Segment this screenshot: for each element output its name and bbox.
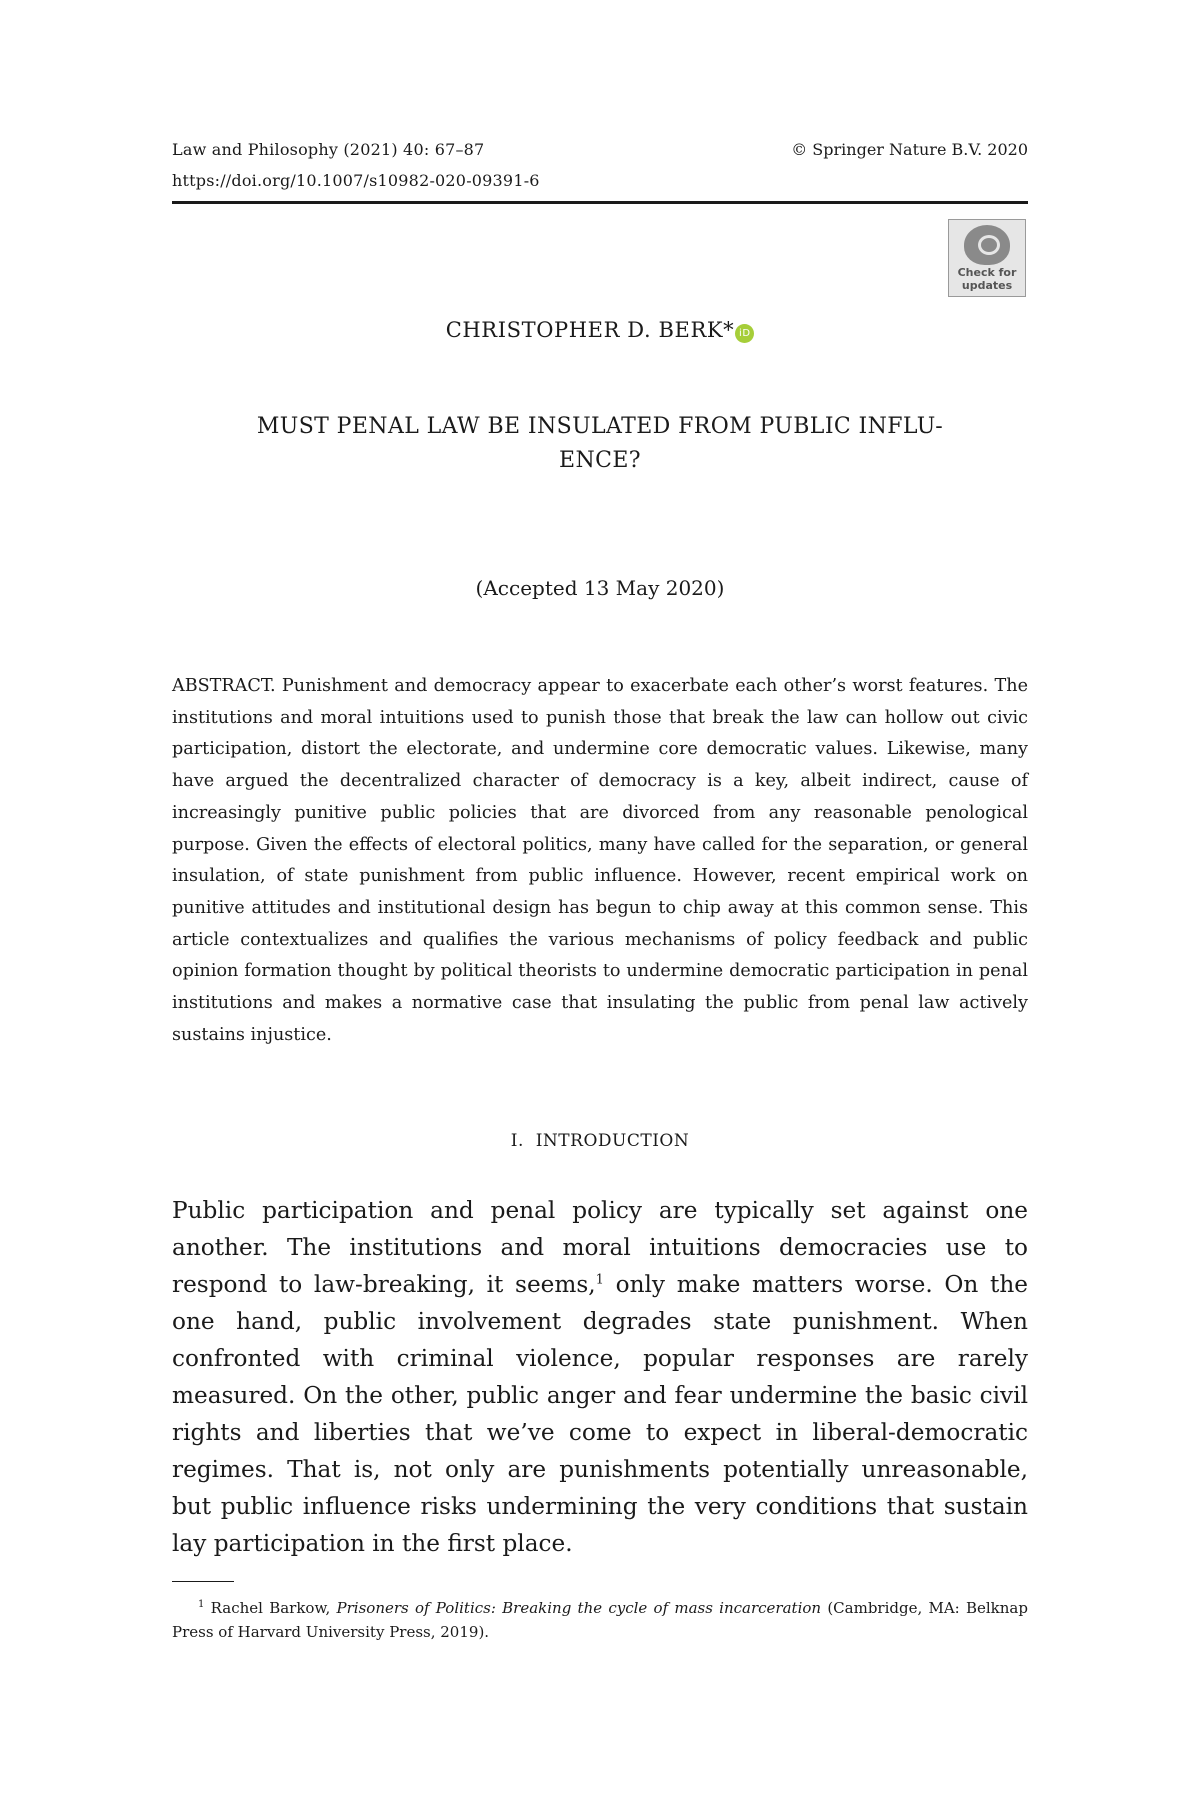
doi-link[interactable]: https://doi.org/10.1007/s10982-020-09391-6 (172, 171, 540, 190)
journal-citation: Law and Philosophy (2021) 40: 67–87 (172, 140, 485, 159)
article-title (172, 410, 1028, 478)
article-title-line-1: MUST PENAL LAW BE INSULATED FROM PUBLIC INFLU- (256, 414, 944, 439)
footnote (172, 1596, 1028, 1644)
check-for-updates-icon (964, 225, 1010, 265)
footnote-book-title: Prisoners of Politics: Breaking the cycle of mass incarceration (336, 1599, 822, 1617)
footnote-reference[interactable]: 1 (595, 1272, 604, 1288)
author-line (172, 318, 1028, 343)
body-text-part-1: Public participation and penal policy are typically set against one another. The institutions and moral intuitions democracies use to respond to law-breaking, it seems, (172, 1197, 1028, 1298)
author-name: CHRISTOPHER D. BERK* (445, 318, 735, 342)
abstract-text: Punishment and democracy appear to exacerbate each other’s worst features. The institutions and moral intuitions used to punish those that break the law can hollow out civic participation, distort the electorate, and undermine core democratic values. Likewise, many have argued the decentralized character of democracy is a key, albeit indirect, cause of increasingly punitive public policies that are divorced from any reasonable penological purpose. Given the effects of electoral politics, many have called for the separation, or general insulation, of state punishment from public influence. However, recent empirical work on punitive attitudes and institutional design has begun to chip away at this common sense. This article contextualizes and qualifies the various mechanisms of policy feedback and public opinion formation thought by political theorists to undermine democratic participation in penal institutions and makes a normative case that insulating the public from penal law actively sustains injustice. (172, 676, 1028, 1045)
footnote-divider (172, 1581, 234, 1582)
orcid-icon[interactable]: iD (735, 324, 754, 343)
copyright-notice: © Springer Nature B.V. 2020 (791, 140, 1028, 159)
section-number: I. (510, 1131, 524, 1151)
check-for-updates-badge[interactable] (948, 219, 1026, 297)
header-divider (172, 201, 1028, 204)
footnote-number: 1 (198, 1599, 205, 1610)
body-text-part-2: only make matters worse. On the one hand, public involvement degrades state punishment. When confronted with criminal violence, popular responses are rarely measured. On the other, public anger and fear undermine the basic civil rights and liberties that we’ve come to expect in liberal-democratic regimes. That is, not only are punishments potentially unreasonable, but public influence risks undermining the very conditions that sustain lay participation in the first place. (172, 1271, 1028, 1557)
section-heading (172, 1131, 1028, 1151)
check-for-updates-label: Check for updates (957, 266, 1017, 292)
abstract-label: ABSTRACT. (172, 676, 276, 696)
article-title-line-2: ENCE? (559, 448, 641, 473)
running-header-left (172, 134, 540, 196)
body-paragraph (172, 1192, 1028, 1562)
footnote-publication: (Cambridge, MA: Belknap Press of Harvard University Press, 2019). (172, 1599, 1028, 1641)
footnote-author: Rachel Barkow, (210, 1599, 331, 1617)
abstract (172, 671, 1028, 1051)
accepted-date: (Accepted 13 May 2020) (475, 576, 725, 600)
section-title: INTRODUCTION (535, 1131, 690, 1151)
